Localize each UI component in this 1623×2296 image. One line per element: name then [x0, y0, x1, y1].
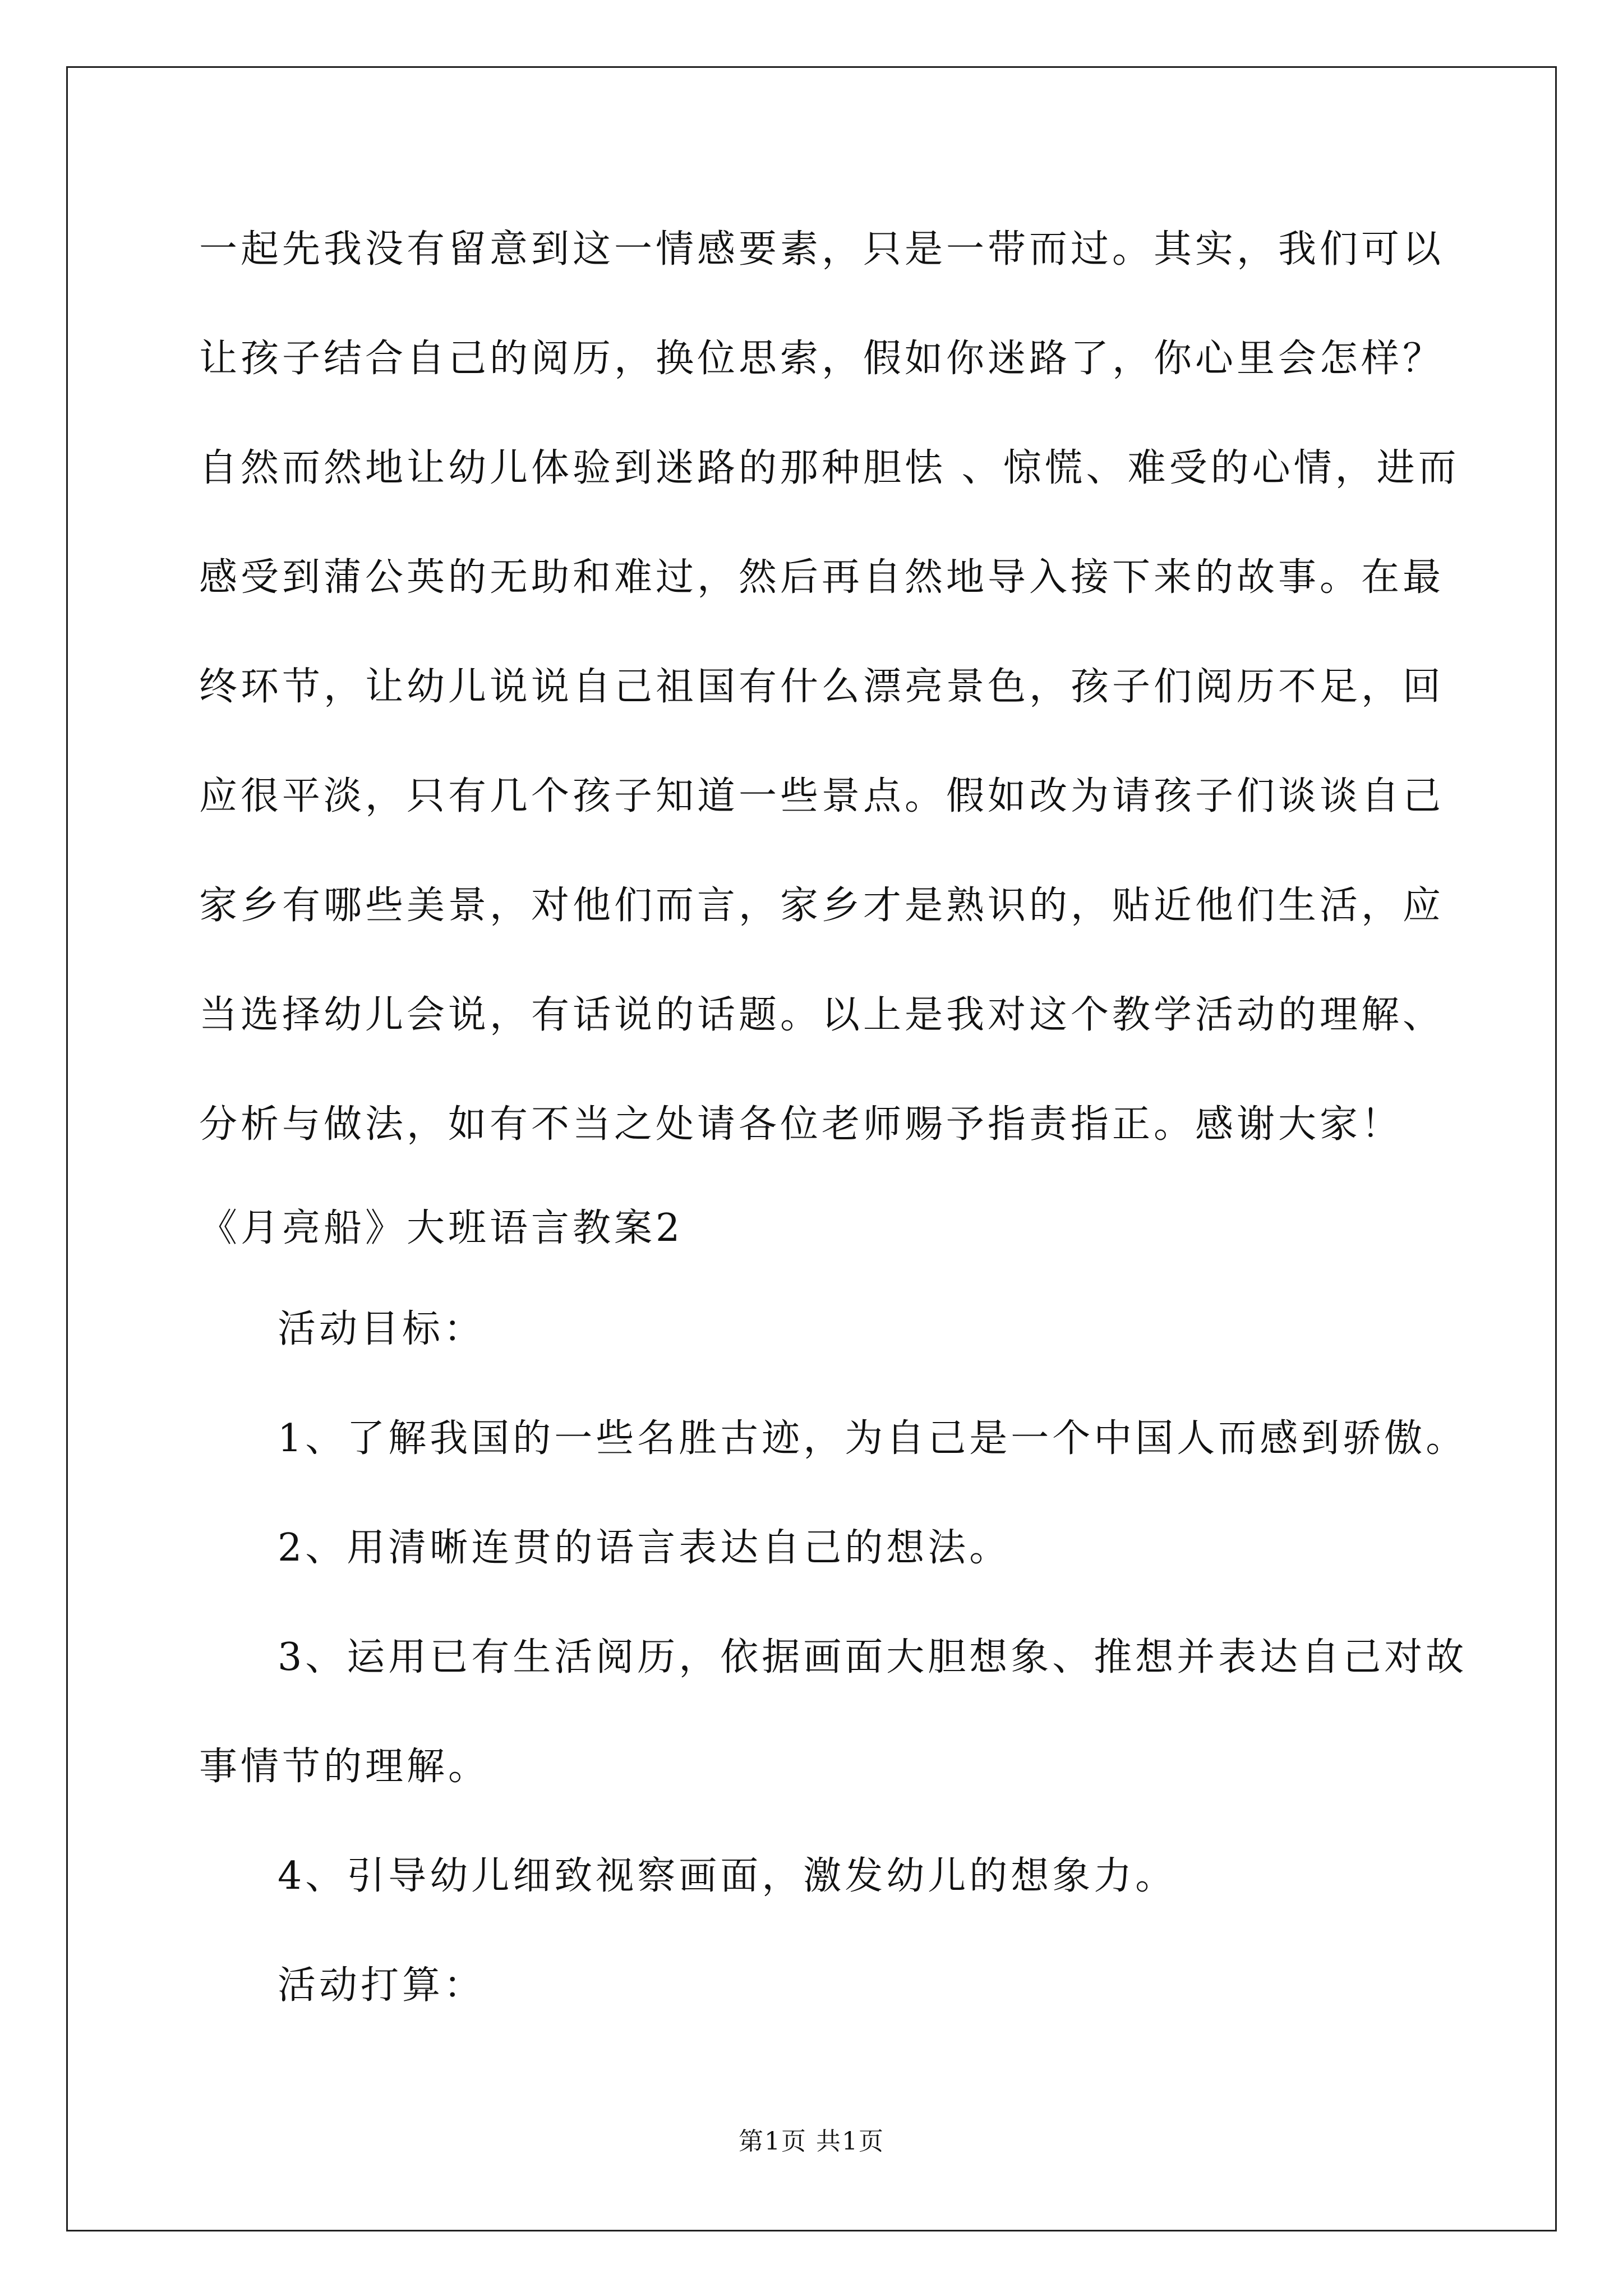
goal-item-3-line-1: 3、运用已有生活阅历，依据画面大胆想象、推想并表达自己对故: [278, 1635, 1468, 1680]
paragraph-line-4: 感受到蒲公英的无助和难过，然后再自然地导入接下来的故事。在最: [199, 555, 1445, 600]
paragraph-line-5: 终环节，让幼儿说说自己祖国有什么漂亮景色，孩子们阅历不足，回: [199, 665, 1445, 709]
page-footer: 第1页 共1页: [739, 2127, 884, 2156]
goal-item-4: 4、引导幼儿细致视察画面，激发幼儿的想象力。: [278, 1854, 1177, 1898]
paragraph-line-9: 分析与做法，如有不当之处请各位老师赐予指责指正。感谢大家！: [199, 1102, 1403, 1147]
paragraph-line-6: 应很平淡，只有几个孩子知道一些景点。假如改为请孩子们谈谈自己: [199, 774, 1445, 818]
paragraph-line-3: 自然而然地让幼儿体验到迷路的那种胆怯 、惊慌、难受的心情，进而: [199, 446, 1460, 490]
goals-heading: 活动目标：: [278, 1307, 486, 1351]
prep-heading: 活动打算：: [278, 1963, 486, 2008]
goal-item-3-line-2: 事情节的理解。: [199, 1745, 490, 1789]
paragraph-line-8: 当选择幼儿会说，有话说的话题。以上是我对这个教学活动的理解、: [199, 993, 1445, 1037]
paragraph-line-7: 家乡有哪些美景，对他们而言，家乡才是熟识的，贴近他们生活，应: [199, 884, 1445, 928]
section-title: 《月亮船》大班语言教案2: [199, 1206, 684, 1250]
paragraph-line-2: 让孩子结合自己的阅历，换位思索，假如你迷路了，你心里会怎样？: [199, 337, 1445, 381]
page-border: [66, 66, 1557, 2231]
goal-item-2: 2、用清晰连贯的语言表达自己的想法。: [278, 1526, 1011, 1570]
goal-item-1: 1、了解我国的一些名胜古迹，为自己是一个中国人而感到骄傲。: [278, 1416, 1468, 1461]
paragraph-line-1: 一起先我没有留意到这一情感要素，只是一带而过。其实，我们可以: [199, 227, 1445, 272]
